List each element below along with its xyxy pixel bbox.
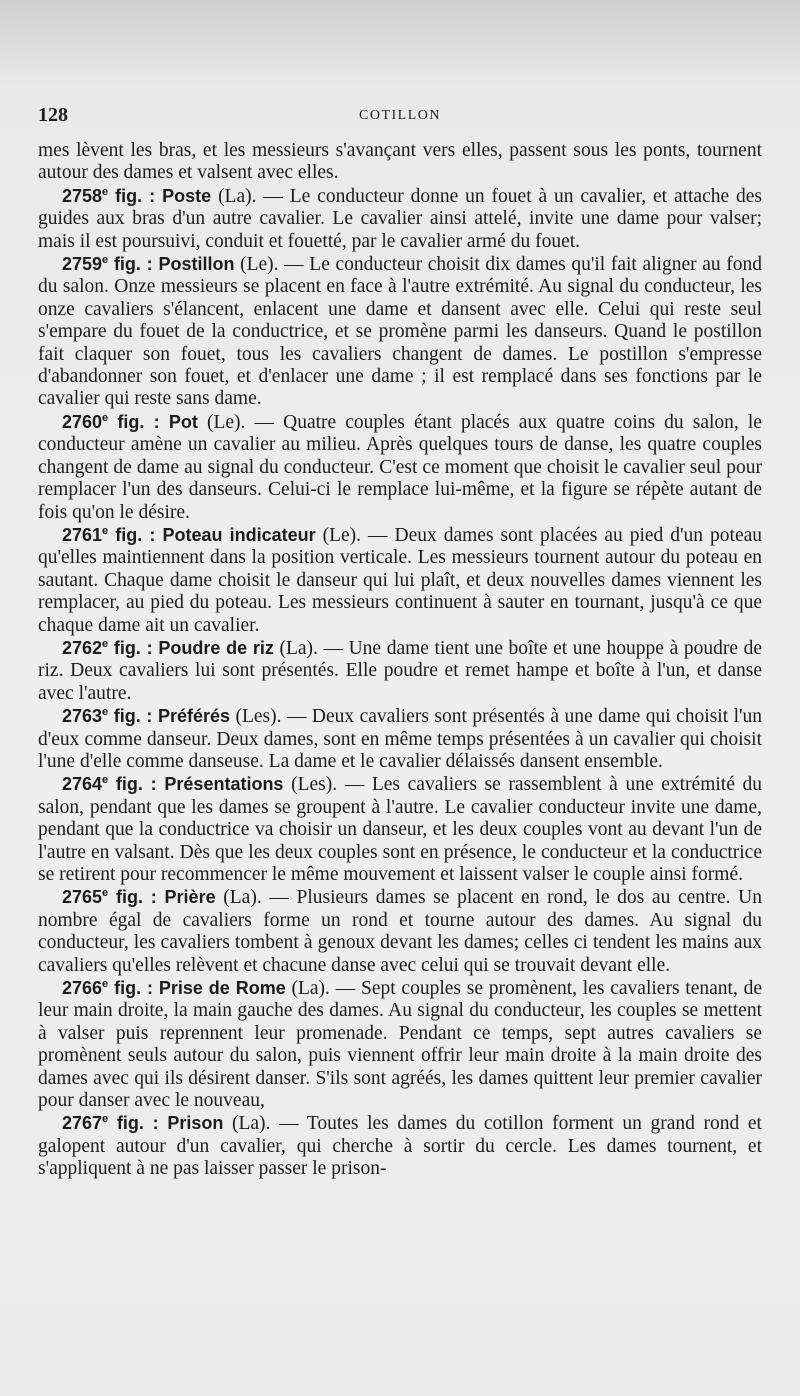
entry-fig-label: fig. :: [117, 411, 160, 432]
entry-fig-label: fig. :: [114, 978, 153, 999]
entry-number: [62, 412, 108, 432]
entry-paragraph: [38, 524, 762, 637]
entry-article: (La).: [223, 887, 262, 909]
entry-number: [62, 254, 108, 274]
entry-paragraph: [38, 773, 762, 886]
entry-fig-label: fig. :: [115, 887, 157, 908]
entry-number: [62, 638, 108, 658]
entry-name: Préférés: [157, 706, 230, 727]
entry-name: Poudre de riz: [158, 637, 274, 658]
entry-number-value: 2759: [62, 254, 103, 275]
entry-number-suffix: e: [102, 185, 109, 198]
page-header: [38, 104, 762, 128]
entry-paragraph: [38, 411, 762, 524]
entry-article: (Le).: [240, 254, 279, 276]
entry-heading: [62, 412, 198, 432]
entry-number-value: 2767: [62, 1113, 103, 1134]
entry-number: [62, 706, 108, 726]
entry-text: — Deux cavaliers sont présentés à une dame qui choisit l'un d'eux comme danseur. Deux dames, sont en même temps présentées à un cavalier qui choisit l'une d'elle comme danseuse. La dame et le cavalier délaissés dansent ensemble.: [38, 706, 763, 772]
entry-number-value: 2764: [62, 774, 103, 795]
entry-article: (La).: [279, 637, 318, 659]
entry-number-suffix: e: [102, 254, 109, 267]
entry-paragraph: [38, 886, 762, 977]
entry-name: Poste: [162, 185, 212, 206]
entry-name: Présentations: [164, 774, 284, 795]
entry-fig-label: fig. :: [113, 637, 153, 658]
entry-number: [62, 525, 108, 545]
entry-text: — Une dame tient une boîte et une houppe à poudre de riz. Deux cavaliers lui sont présentés. Elle poudre et remet hampe et boîte à l'un, et danse avec l'autre.: [38, 637, 762, 704]
entry-number-suffix: e: [102, 1113, 109, 1126]
entry-text: — Le conducteur donne un fouet à un cavalier, et attache des guides aux bras d'un autre cavalier. Le cavalier ainsi attelé, invite une dame pour valser; mais il est poursuivi, conduit et fouetté, par le cavalier armé du fouet.: [38, 185, 763, 252]
entry-text: — Le conducteur choisit dix dames qu'il fait aligner au fond du salon. Onze messieurs se placent en face à l'autre extrémité. Au signal du conducteur, les onze cavaliers s'élancent, enlacent une dame et dansent avec elle. Celui qui reste seul s'empare du fouet de la conductrice, et se promène parmi les danseurs. Quand le postillon fait claquer son fouet, tous les cavaliers changent de dames. Le postillon s'empresse d'abandonner son fouet, et d'enlacer une dame ; il est remplacé dans ses fonctions par le cavalier qui reste sans dame.: [38, 254, 763, 410]
entry-fig-label: fig. :: [115, 524, 156, 545]
entry-name: Postillon: [158, 254, 235, 275]
entry-number: [62, 887, 108, 907]
entry-article: (Le).: [322, 524, 362, 546]
entry-number-value: 2763: [62, 706, 103, 727]
entry-text: — Deux dames sont placées au pied d'un poteau qu'elles maintiennent dans la position verticale. Les messieurs tournent autour du poteau en sautant. Chaque dame choisit le danseur qui lui plaît, et deux nouvelles dames viennent les remplacer, au pied du poteau. Les messieurs continuent à sauter en tournant, jusqu'à ce que chaque dame ait un cavalier.: [38, 524, 762, 636]
entry-text: — Toutes les dames du cotillon forment un grand rond et galopent autour d'un cavalier, qui cherche à sortir du cercle. Les dames tournent, et s'appliquent à ne pas laisser passer le prison-: [38, 1113, 762, 1180]
entry-number-suffix: e: [102, 637, 109, 650]
entry-article: (Le).: [206, 411, 246, 433]
entry-name: Pot: [168, 411, 198, 432]
entry-number-value: 2758: [62, 185, 103, 206]
entry-heading: [62, 774, 283, 794]
entry-number-value: 2761: [62, 524, 103, 545]
entry-number-suffix: e: [102, 887, 109, 900]
entry-heading: [62, 525, 316, 545]
entry-number-suffix: e: [102, 524, 109, 537]
entry-number: [62, 1113, 108, 1133]
entry-name: Poteau indicateur: [162, 524, 316, 545]
entry-paragraph: [38, 253, 762, 411]
entry-article: (La).: [291, 978, 330, 1000]
entry-article: (La).: [218, 185, 257, 207]
entry-heading: [62, 887, 216, 907]
entry-number: [62, 978, 108, 998]
entry-number-suffix: e: [102, 978, 109, 991]
entry-heading: [62, 1113, 223, 1133]
entry-text: — Plusieurs dames se placent en rond, le dos au centre. Un nombre égal de cavaliers forme un rond et tourne autour des dames. Au signal du conducteur, les cavaliers tombent à genoux devant les dames; celles ci tendent les mains aux cavaliers qu'elles relèvent et chacune danse avec celui qui se trouvait devant elle.: [38, 887, 762, 976]
entry-number-suffix: e: [102, 706, 109, 719]
entry-paragraph: [38, 185, 762, 253]
entry-paragraph: [38, 637, 762, 705]
entry-fig-label: fig. :: [113, 706, 153, 727]
entry-heading: [62, 978, 286, 998]
entry-paragraph: [38, 977, 762, 1112]
entry-text: — Les cavaliers se rassemblent à une extrémité du salon, pendant que les dames se groupent à l'autre. Le cavalier conducteur invite une dame, pendant que la conductrice va choisir un danseur, et les deux couples vont au devant l'un de l'autre en valsant. Dès que les deux couples sont en présence, le conducteur et la conductrice se retirent pour recommencer le même mouvement et laissent valser le couple ainsi formé.: [38, 774, 762, 885]
entry-heading: [62, 186, 211, 206]
entry-number-value: 2762: [62, 637, 103, 658]
entry-number-value: 2760: [62, 411, 103, 432]
entry-fig-label: fig. :: [116, 1113, 159, 1134]
running-head: COTILLON: [359, 108, 441, 123]
entry-number-suffix: e: [102, 411, 109, 424]
entry-heading: [62, 254, 234, 274]
entry-text: — Quatre couples étant placés aux quatre coins du salon, le conducteur amène un cavalier au milieu. Après quelques tours de danse, les quatre couples changent de dame au signal du conducteur. C'est ce moment que choisit le cavalier seul pour remplacer l'un des danseurs. Celui-ci le remplace lui-même, et la figure se répète autant de fois qu'on le désire.: [38, 411, 762, 523]
entry-text: — Sept couples se promènent, les cavaliers tenant, de leur main droite, la main gauche des dames. Au signal du conducteur, les couples se mettent à valser puis reprennent leur promenade. Pendant ce temps, sept autres cavaliers se promènent seuls autour du salon, puis viennent offrir leur main droite à la main droite des dames avec qui ils désirent danser. S'ils sont agréés, les dames quittent leur premier cavalier pour danser avec le nouveau,: [38, 978, 762, 1112]
entry-article: (La).: [231, 1113, 271, 1135]
entry-fig-label: fig. :: [115, 185, 156, 206]
continuation-paragraph: mes lèvent les bras, et les messieurs s'avançant vers elles, passent sous les ponts, tournent autour des dames et valsent avec elles.: [38, 140, 762, 184]
entry-number-suffix: e: [102, 774, 109, 787]
entry-paragraph: [38, 1112, 762, 1180]
entry-fig-label: fig. :: [115, 774, 157, 795]
entry-heading: [62, 638, 274, 658]
entry-paragraph: [38, 705, 762, 773]
page-number: 128: [38, 104, 68, 126]
entry-article: (Les).: [291, 774, 338, 796]
entry-heading: [62, 706, 230, 726]
entry-number: [62, 186, 108, 206]
entry-name: Prière: [164, 887, 216, 908]
body-text: [38, 140, 762, 1181]
entry-article: (Les).: [235, 706, 282, 728]
entry-name: Prise de Rome: [158, 978, 286, 999]
entry-number-value: 2766: [62, 978, 103, 999]
entry-fig-label: fig. :: [113, 254, 153, 275]
entry-number-value: 2765: [62, 887, 103, 908]
entry-name: Prison: [167, 1113, 224, 1134]
entry-number: [62, 774, 108, 794]
